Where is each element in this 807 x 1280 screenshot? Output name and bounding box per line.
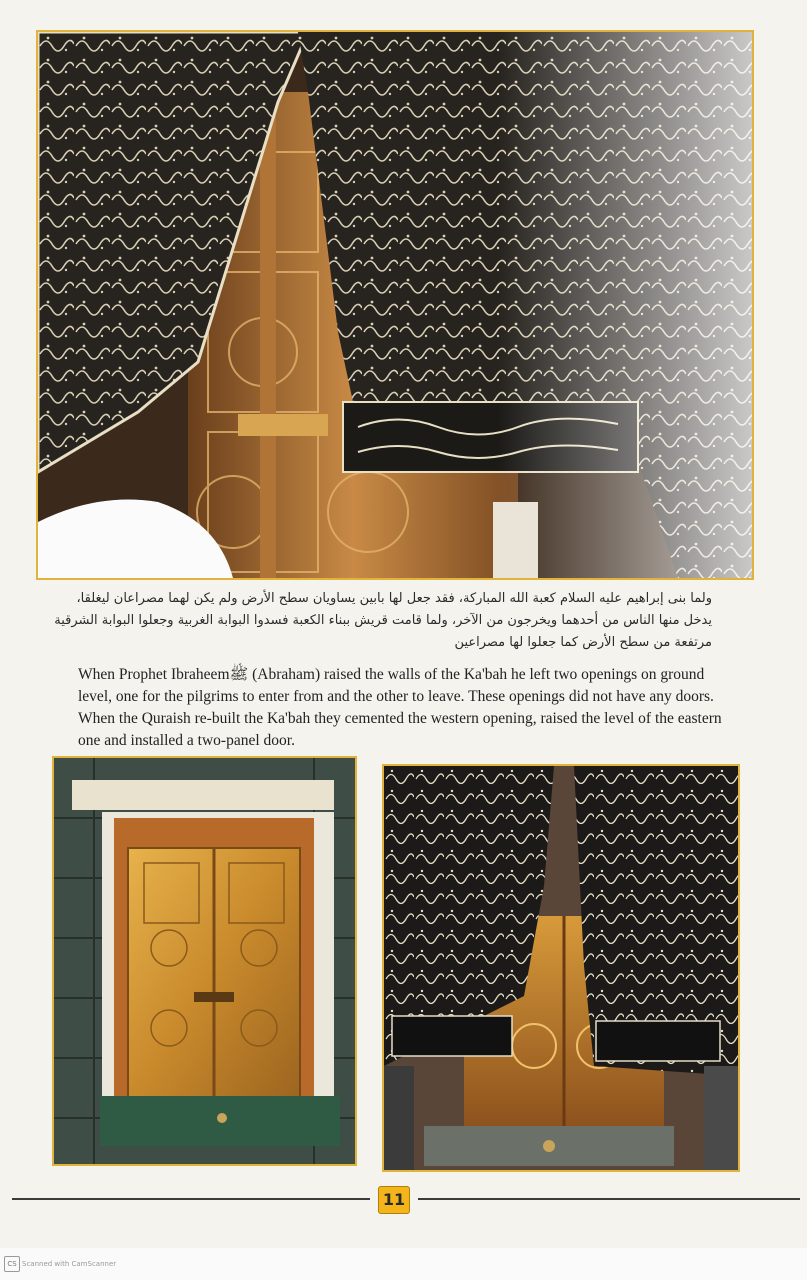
english-line: one and installed a two-panel door. <box>78 732 295 749</box>
kiswa-door-illustration <box>384 766 738 1170</box>
page-number: 11 <box>378 1186 410 1214</box>
scanner-logo-icon: CS <box>4 1256 20 1272</box>
arabic-paragraph <box>54 588 712 654</box>
golden-door-illustration <box>54 758 355 1164</box>
golden-door-photo <box>52 756 357 1166</box>
arabic-line: مرتفعة من سطح الأرض كما جعلوا لها مصراعين <box>454 635 712 650</box>
english-line: When the Quraish re-built the Ka'bah they cemented the western opening, raised the level of the eastern <box>78 710 722 727</box>
scanner-watermark: Scanned with CamScanner <box>22 1260 117 1268</box>
english-line: When Prophet Ibraheemﷺ (Abraham) raised the walls of the Ka'bah he left two openings on ground <box>78 666 705 683</box>
english-paragraph <box>78 664 722 752</box>
footer-rule-right <box>418 1198 800 1200</box>
footer-rule-left <box>12 1198 370 1200</box>
kabah-door-photo <box>36 30 754 580</box>
kabah-door-illustration <box>38 32 752 578</box>
scanner-band <box>0 1248 807 1280</box>
kiswa-door-photo <box>382 764 740 1172</box>
english-line: level, one for the pilgrims to enter from and the other to leave. These openings did not have any doors. <box>78 688 714 705</box>
arabic-line: ولما بنى إبراهيم عليه السلام كعبة الله المباركة، فقد جعل لها بابين يساويان سطح الأرض ولم يكن لهما مصراعان ليغلقا، <box>76 591 712 606</box>
arabic-line: يدخل منها الناس من أحدهما ويخرجون من الآخر، ولما قامت قريش ببناء الكعبة فسدوا البوابة الغربية وجعلوا البوابة الشرقية <box>54 613 712 628</box>
